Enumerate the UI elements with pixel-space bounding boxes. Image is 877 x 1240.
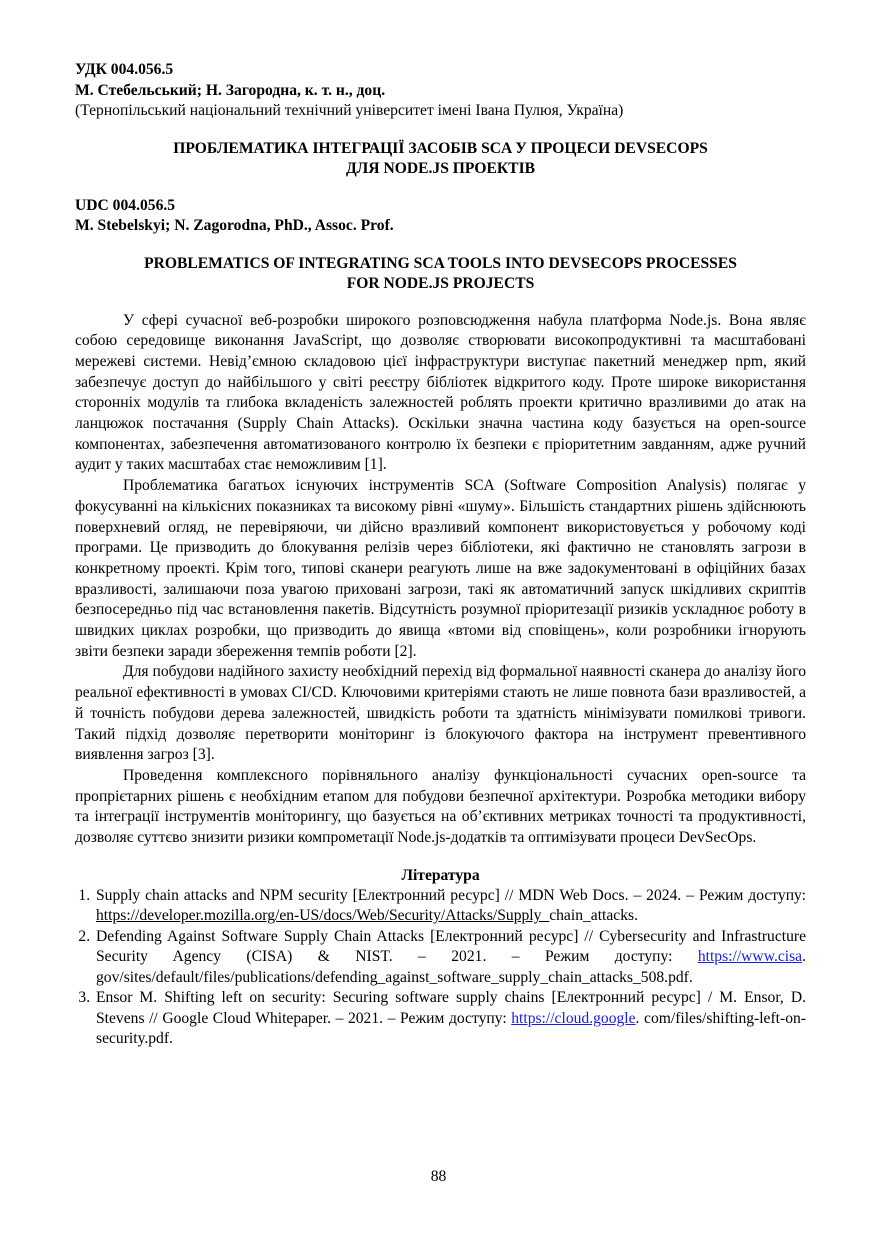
reference-item <box>94 886 806 927</box>
reference-item <box>94 988 806 1050</box>
article-body <box>75 311 806 849</box>
title-uk <box>75 139 806 179</box>
body-paragraph-1: У сфері сучасної веб-розробки широкого розповсюдження набула платформа Node.js. Вона являє собою середовище виконання JavaScript, що дозволяє створювати високопродуктивні та масштабовані мережеві системи. Невід’ємною складовою цієї інфраструктури виступає пакетний менеджер npm, який забезпечує доступ до найбільшого у світі реєстру бібліотек відкритого коду. Проте широке використання сторонніх модулів та глибока вкладеність залежностей роблять проекти критично вразливими до атак на ланцюжок постачання (Supply Chain Attacks). Оскільки значна частина коду базується на open-source компонентах, забезпечення автоматизованого контролю їх безпеки є пріоритетним завданням, адже ручний аудит у таких масштабах стає неможливим [1]. <box>75 311 806 474</box>
title-en-line-1: PROBLEMATICS OF INTEGRATING SCA TOOLS INTO DEVSECOPS PROCESSES <box>144 254 737 272</box>
title-en-line-2: FOR NODE.JS PROJECTS <box>346 274 535 292</box>
title-en <box>75 254 806 294</box>
reference-tail: . gov/sites/default/files/publications/defending_against_software_supply_chain_attacks_508.pdf. <box>96 948 806 986</box>
body-paragraph-4: Проведення комплексного порівняльного аналізу функціональності сучасних open-source та пропрієтарних рішень є необхідним етапом для побудови безпечної архітектури. Розробка методики вибору та інтеграції інструментів моніторингу, що базується на об’єктивних метриках точності та продуктивності, дозволяє суттєво знизити ризики компрометації Node.js-додатків та оптимізувати процеси DevSecOps. <box>75 766 806 847</box>
reference-link[interactable]: https://cloud.google <box>511 1009 636 1027</box>
title-uk-line-1: ПРОБЛЕМАТИКА ІНТЕГРАЦІЇ ЗАСОБІВ SCA У ПРОЦЕСИ DEVSECOPS <box>173 139 708 157</box>
reference-text: Supply chain attacks and NPM security [Електронний ресурс] // MDN Web Docs. – 2024. – Режим доступу: <box>96 886 806 904</box>
title-uk-line-2: ДЛЯ NODE.JS ПРОЕКТІВ <box>345 159 536 177</box>
udc-en: UDC 004.056.5 <box>75 196 176 214</box>
body-paragraph-3: Для побудови надійного захисту необхідний перехід від формальної наявності сканера до аналізу його реальної ефективності в умовах CI/CD. Ключовими критеріями стають не лише повнота бази вразливостей, а й точність побудови дерева залежностей, швидкість роботи та здатність мінімізувати помилкові тривоги. Такий підхід дозволяє перетворити моніторинг із блокуючого фактора на інструмент превентивного виявлення загроз [3]. <box>75 663 806 764</box>
reference-link[interactable]: https://developer.mozilla.org/en-US/docs/Web/Security/Attacks/Supply_ <box>96 907 550 925</box>
references-heading: Література <box>401 866 480 884</box>
reference-link[interactable]: https://www.cisa <box>697 948 803 966</box>
reference-tail: chain_attacks. <box>549 907 638 925</box>
authors-en: M. Stebelskyi; N. Zagorodna, PhD., Assoc. Prof. <box>75 217 394 234</box>
reference-text: Ensor M. Shifting left on security: Securing software supply chains [Електронний ресурс] / M. Ensor, D. Stevens // Google Cloud Whitepaper. – 2021. – Режим доступу: <box>96 989 806 1027</box>
affiliation-uk: (Тернопільський національний технічний університет імені Івана Пулюя, Україна) <box>75 102 624 119</box>
body-paragraph-2: Проблематика багатьох існуючих інструментів SCA (Software Composition Analysis) полягає у фокусуванні на кількісних показниках та високому рівні «шуму». Більшість стандартних рішень здійснюють поверхневий огляд, не перевіряючи, чи дійсно вразливий компонент використовується у робочому коді програми. Це призводить до блокування релізів через бібліотеки, які фактично не становлять загрози в конкретному проекті. Крім того, типові сканери реагують лише на вже задокументовані в офіційних базах вразливості, залишаючи поза увагою приховані загрози, такі як автоматичний запуск шкідливих скриптів безпосередньо під час встановлення пакетів. Відсутність розумної пріоритезації ризиків ускладнює роботу в швидких циклах розробки, що призводить до явища «втоми від сповіщень», коли розробники ігнорують звіти безпеки заради збереження темпів роботи [2]. <box>75 477 806 660</box>
paper-page <box>75 60 806 1050</box>
references-list <box>75 886 806 1050</box>
reference-item <box>94 927 806 989</box>
reference-text: Defending Against Software Supply Chain Attacks [Електронний ресурс] // Cybersecurity and Infrastructure Security Agency (CISA) & NIST. – 2021. – Режим доступу: <box>96 927 806 966</box>
reference-tail: . com/files/shifting-left-on-security.pdf. <box>96 1009 806 1048</box>
page-number: 88 <box>430 1168 447 1185</box>
udc-uk: УДК 004.056.5 <box>75 61 174 78</box>
authors-uk: М. Стебельський; Н. Загородна, к. т. н., доц. <box>75 81 386 99</box>
